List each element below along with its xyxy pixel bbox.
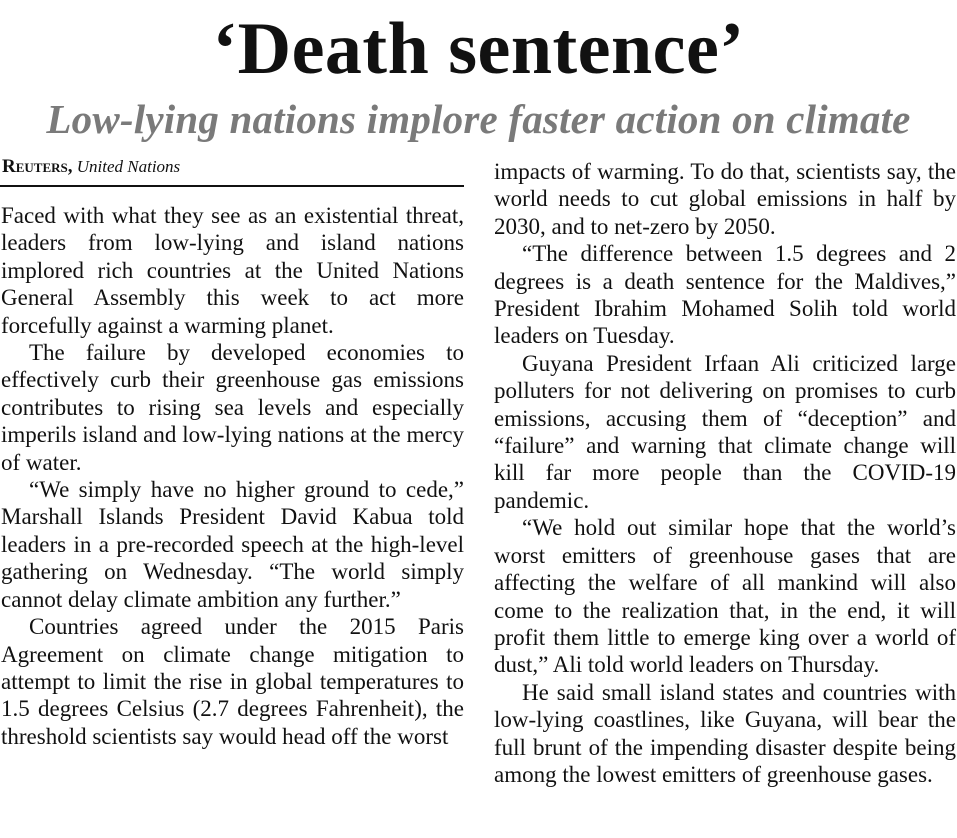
body-paragraph: The failure by developed economies to effectively curb their greenhouse gas emissions contributes to rising sea levels and especially imperils island and low-lying nations at the mercy of water.	[1, 340, 464, 475]
byline-rule	[0, 185, 464, 187]
body-paragraph: “The difference between 1.5 degrees and 2 degrees is a death sentence for the Maldives,” President Ibrahim Mohamed Solih told world leaders on Tuesday.	[494, 241, 956, 349]
body-paragraph: He said small island states and countries with low-lying coastlines, like Guyana, will bear the full brunt of the impending disaster despite being among the lowest emitters of greenhouse gases.	[494, 679, 956, 787]
article-column-right	[494, 158, 956, 788]
body-paragraph: “We hold out similar hope that the world’s worst emitters of greenhouse gases that are affecting the welfare of all mankind will also come to the realization that, in the end, it will profit them little to emerge king over a world of dust,” Ali told world leaders on Thursday.	[494, 515, 956, 678]
body-paragraph: Faced with what they see as an existential threat, leaders from low-lying and island nations implored rich countries at the United Nations General Assembly this week to act more forcefully against a warming planet.	[1, 203, 464, 338]
body-paragraph: Guyana President Irfaan Ali criticized large polluters for not delivering on promises to curb emissions, accusing them of “deception” and “failure” and warning that climate change will kill far more people than the COVID-19 pandemic.	[494, 350, 956, 513]
body-paragraph: “We simply have no higher ground to cede,” Marshall Islands President David Kabua told leaders in a pre-recorded speech at the high-level gathering on Wednesday. “The world simply cannot delay climate ambition any further.”	[1, 477, 464, 612]
body-paragraph: impacts of warming. To do that, scientists say, the world needs to cut global emissions in half by 2030, and to net-zero by 2050.	[494, 159, 956, 239]
article-column-left	[1, 202, 464, 750]
subheadline: Low-lying nations implore faster action on climate	[46, 96, 911, 142]
byline-location: United Nations	[76, 157, 181, 176]
body-paragraph: Countries agreed under the 2015 Paris Agreement on climate change mitigation to attempt to limit the rise in global temperatures to 1.5 degrees Celsius (2.7 degrees Fahrenheit), the threshold scientists say would head off the worst	[1, 614, 464, 749]
headline: ‘Death sentence’	[212, 8, 745, 90]
byline	[2, 155, 464, 179]
byline-agency: Reuters,	[2, 156, 73, 177]
